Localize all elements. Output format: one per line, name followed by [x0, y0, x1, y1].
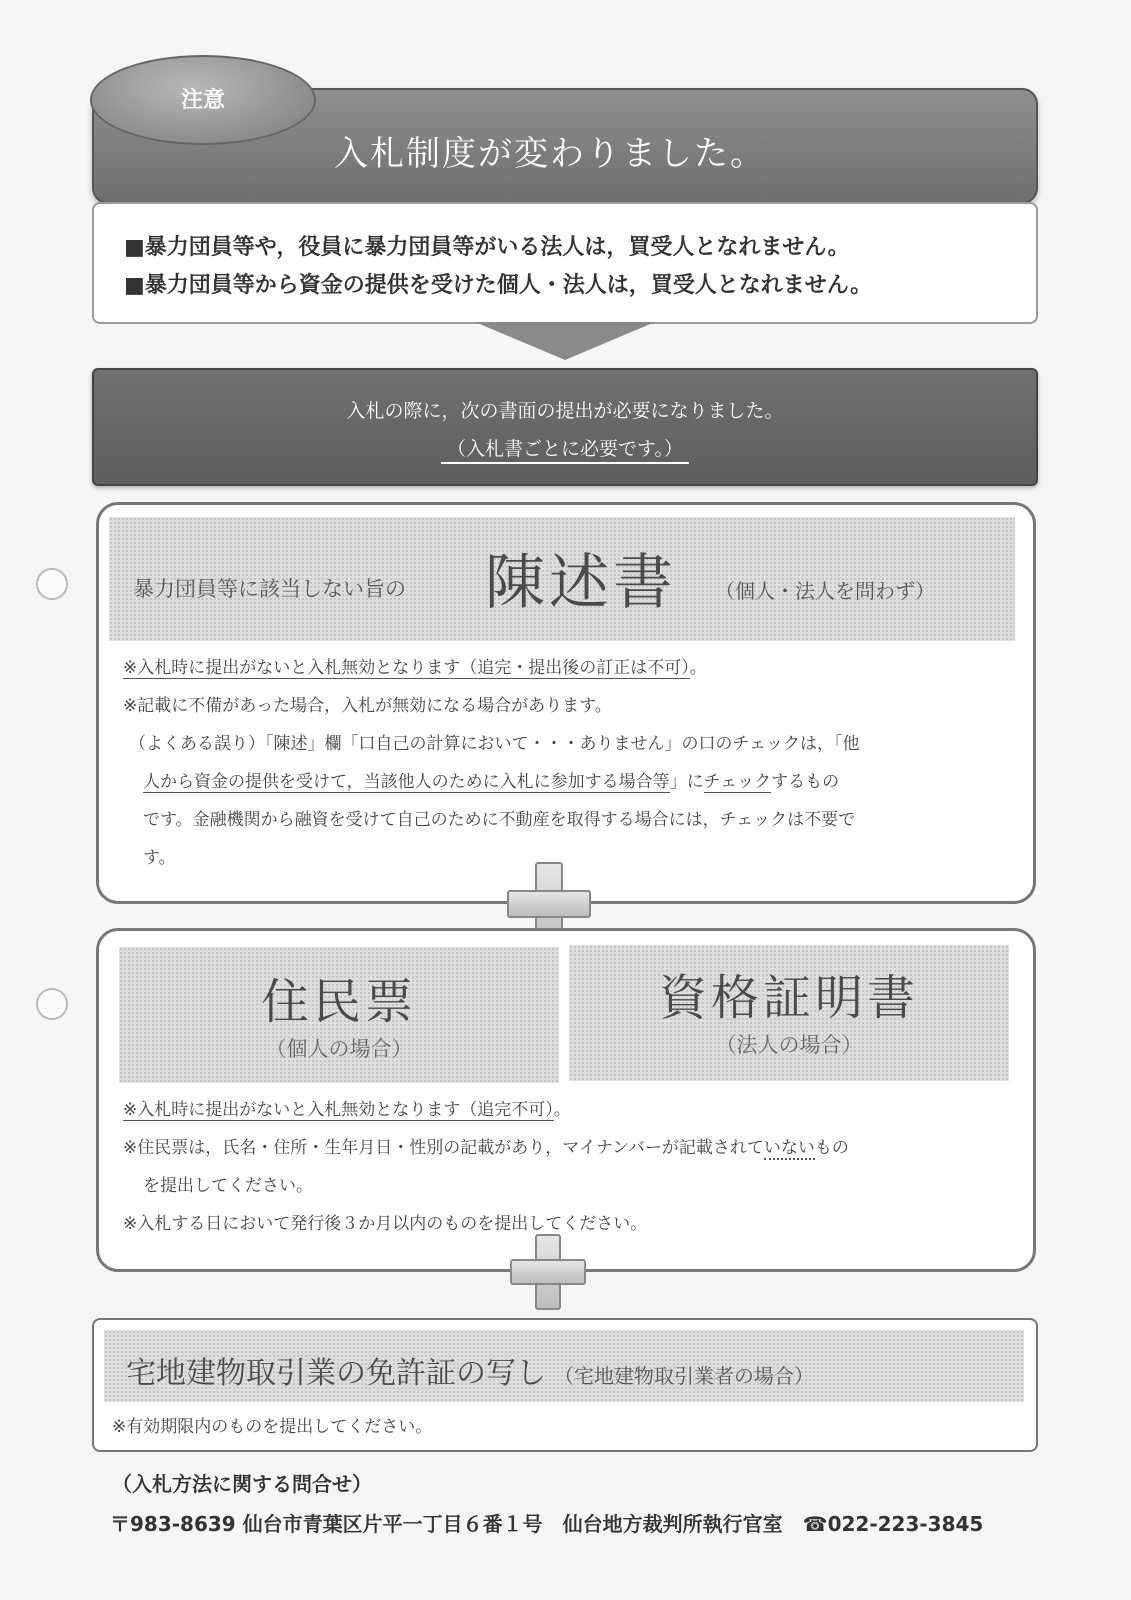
- docs-note-2-line-2: を提出してください。: [143, 1176, 313, 1196]
- residence-certificate-section: [96, 928, 1036, 1272]
- required-line-1: 入札の際に，次の書面の提出が必要になりました。: [346, 400, 784, 422]
- shikaku-panel: [569, 945, 1009, 1081]
- juminhyo-panel: [119, 947, 559, 1083]
- chinjutsu-section: [96, 502, 1036, 904]
- contact-label: （入札方法に関する問合せ）: [112, 1472, 372, 1496]
- chinjutsu-note-1-text: ※入札時に提出がないと入札無効となります（追完・提出後の訂正は不可）: [123, 658, 690, 678]
- docs-note-2-emphasis: いない: [763, 1138, 815, 1158]
- chinjutsu-note-3-check: チェック: [703, 772, 772, 792]
- chinjutsu-note-1: [123, 653, 707, 678]
- takken-heading: [126, 1348, 814, 1392]
- docs-note-3: ※入札する日において発行後３か月以内のものを提出してください。: [123, 1214, 648, 1234]
- chinjutsu-title: 陳述書: [485, 548, 677, 618]
- takken-title: 宅地建物取引業の免許証の写し: [126, 1356, 546, 1391]
- juminhyo-subtitle: （個人の場合）: [265, 1037, 413, 1061]
- info-line-2: ■暴力団員等から資金の提供を受けた個人・法人は，買受人となれません。: [124, 273, 873, 298]
- notice-label: 注意: [180, 88, 225, 113]
- binder-hole-icon: [36, 988, 68, 1020]
- chinjutsu-prefix: 暴力団員等に該当しない旨の: [133, 577, 406, 601]
- docs-note-2: [123, 1133, 849, 1158]
- required-line-2: [94, 434, 1036, 461]
- disqualification-info-box: [92, 202, 1038, 324]
- notice-oval: [90, 55, 316, 145]
- chinjutsu-note-3-mid: 」に: [669, 772, 704, 792]
- chinjutsu-note-3-line-4: す。: [143, 848, 176, 868]
- docs-note-1-end: 。: [553, 1100, 571, 1120]
- chinjutsu-note-1-end: 。: [689, 658, 707, 678]
- takken-heading-band: [104, 1330, 1024, 1402]
- chinjutsu-note-3-line-2: [143, 767, 839, 792]
- chinjutsu-suffix: （個人・法人を問わず）: [715, 579, 935, 603]
- docs-note-2-start: ※住民票は，氏名・住所・生年月日・性別の記載があり，マイナンバーが記載されて: [123, 1138, 764, 1158]
- required-line-2-text: （入札書ごとに必要です。）: [441, 438, 689, 464]
- shikaku-title: 資格証明書: [658, 970, 919, 1026]
- chinjutsu-note-2: ※記載に不備があった場合，入札が無効になる場合があります。: [123, 696, 612, 716]
- binder-hole-icon: [36, 568, 68, 600]
- real-estate-license-section: [92, 1318, 1038, 1452]
- takken-suffix: （宅地建物取引業者の場合）: [554, 1364, 814, 1388]
- down-arrow-icon: [475, 322, 655, 360]
- required-documents-box: [92, 368, 1038, 486]
- takken-note: ※有効期限内のものを提出してください。: [112, 1417, 433, 1437]
- chinjutsu-note-3-underlined: 人から資金の提供を受けて，当該他人のために入札に参加する場合等: [143, 772, 670, 792]
- banner-title: 入札制度が変わりました。: [334, 134, 766, 174]
- contact-address: 〒983-8639 仙台市青葉区片平一丁目６番１号 仙台地方裁判所執行官室 ☎022-223-3845: [110, 1512, 984, 1536]
- plus-icon: [510, 1234, 586, 1310]
- docs-note-1-text: ※入札時に提出がないと入札無効となります（追完不可）: [123, 1100, 554, 1120]
- chinjutsu-note-3-line-1: （よくある誤り）「陳述」欄「口自己の計算において・・・ありません」の口のチェックは，「他: [129, 734, 860, 754]
- shikaku-subtitle: （法人の場合）: [715, 1033, 863, 1057]
- chinjutsu-heading-band: [109, 517, 1015, 641]
- chinjutsu-note-3-line-3: です。金融機関から融資を受けて自己のために不動産を取得する場合には，チェックは不要で: [143, 810, 856, 830]
- juminhyo-title: 住民票: [260, 974, 417, 1030]
- docs-note-2-end: もの: [814, 1138, 849, 1158]
- chinjutsu-note-3-end: するもの: [771, 772, 840, 792]
- info-line-1: ■暴力団員等や，役員に暴力団員等がいる法人は，買受人となれません。: [124, 235, 850, 260]
- docs-note-1: [123, 1095, 571, 1120]
